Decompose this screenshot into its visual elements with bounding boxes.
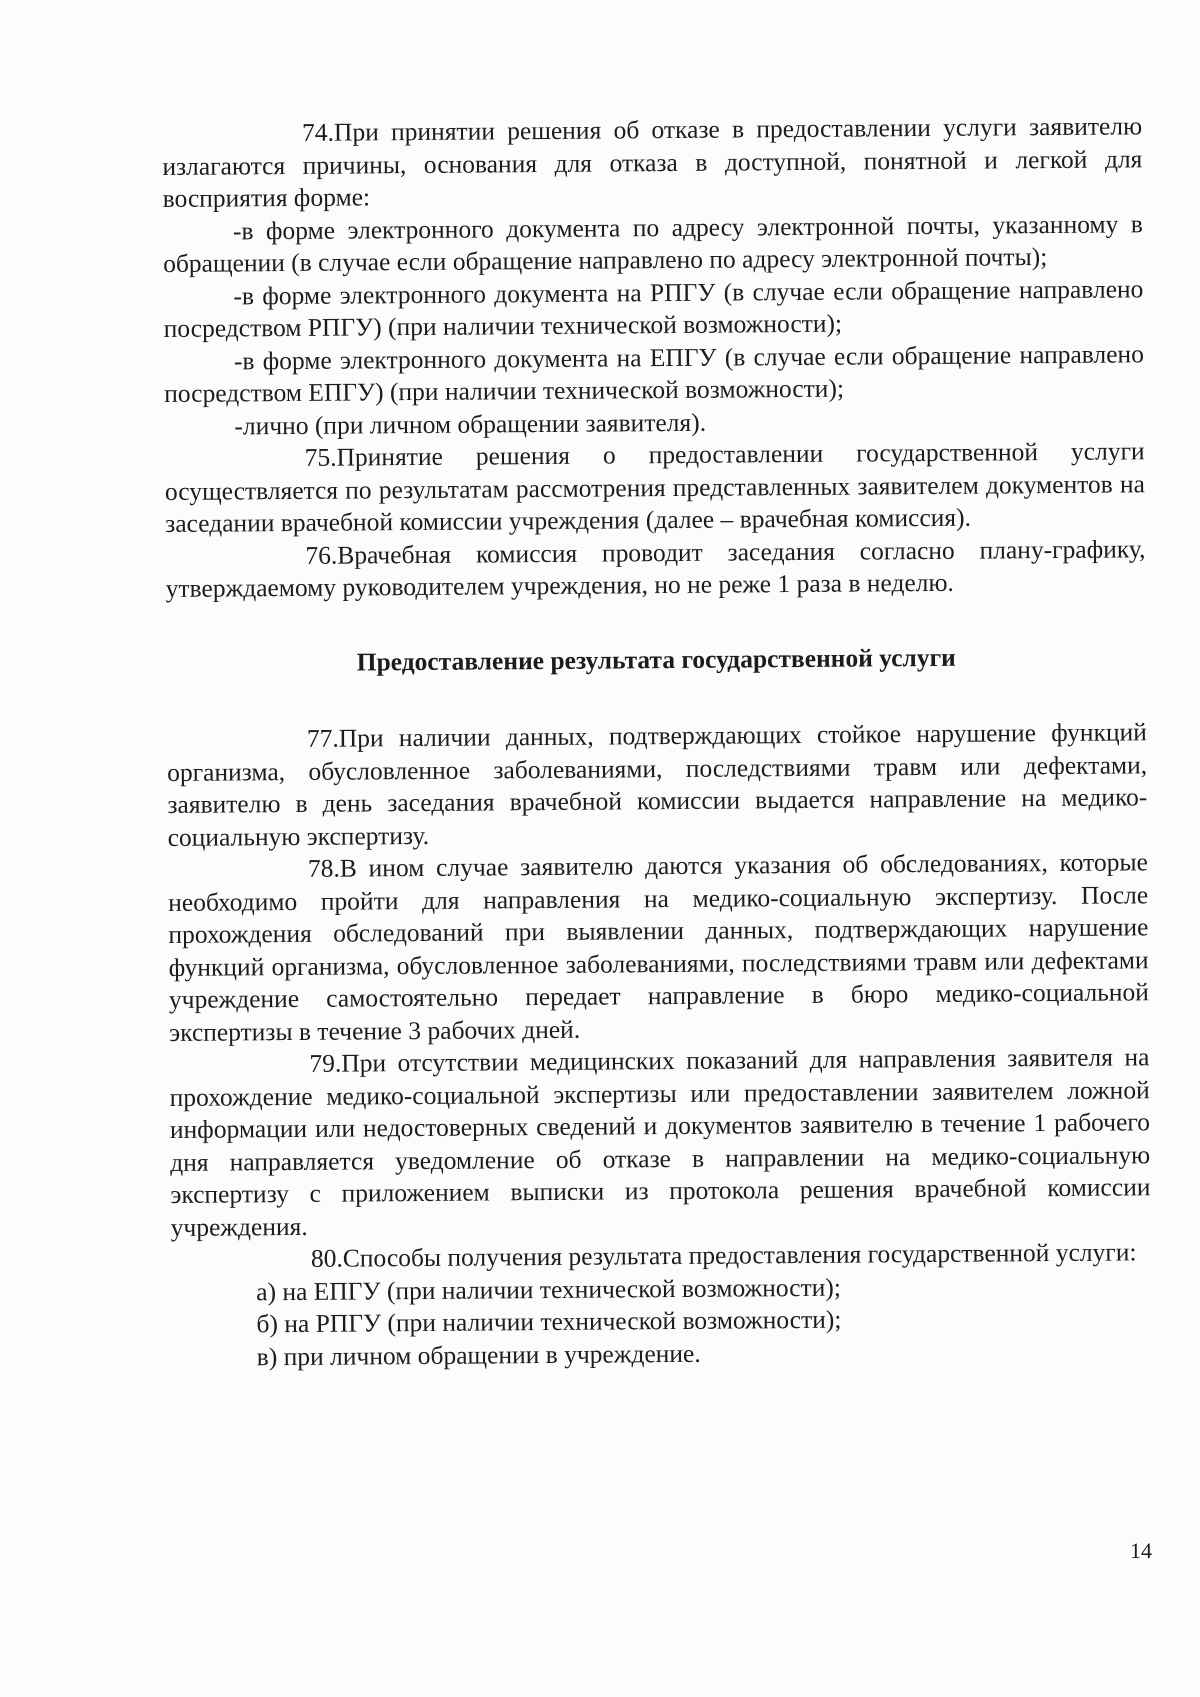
paragraph-78 [168, 846, 1150, 1049]
paragraph-number: 76. [305, 540, 338, 570]
paragraph-number: 79. [309, 1048, 342, 1078]
paragraph-74 [162, 110, 1143, 215]
paragraph-79 [169, 1041, 1151, 1244]
paragraph-text: При наличии данных, подтверждающих стойкое нарушение функций организма, обусловленное заболеваниями, последствиями травм или дефектами, заявителю в день заседания врачебной комиссии выдается направление на медико-социальную экспертизу. [167, 717, 1148, 852]
list-item: в) при личном обращении в учреждение. [256, 1338, 701, 1371]
document-body [162, 110, 1152, 1374]
paragraph-number: 77. [306, 723, 339, 753]
paragraph-76 [165, 533, 1145, 606]
list-item: а) на ЕПГУ (при наличии технической возможности); [256, 1272, 842, 1306]
section-heading: Предоставление результата государственной услуги [356, 642, 956, 676]
paragraph-text: Принятие решения о предоставлении государственной услуги осуществляется по результатам рассмотрения представленных заявителем документов на заседании врачебной комиссии учреждения (далее – врачебная комиссия). [164, 436, 1146, 538]
paragraph-text: При отсутствии медицинских показаний для направления заявителя на прохождение медико-социальной экспертизы или предоставлении заявителем ложной информации или недостоверных сведений и документов заявителю в течение 1 рабочего дня направляется уведомление об отказе в направлении на медико-социальную экспертизу с приложением выписки из протокола решения врачебной комиссии учреждения. [169, 1042, 1151, 1242]
paragraph-75 [165, 435, 1146, 540]
paragraph-text: При принятии решения об отказе в предоставлении услуги заявителю излагаются причины, основания для отказа в доступной, понятной и легкой для восприятия форме: [162, 111, 1143, 213]
list-item: -в форме электронного документа на РПГУ (в случае если обращение направлено посредством РПГУ) (при наличии технической возможности); [163, 273, 1144, 343]
page-number: 14 [1130, 1538, 1152, 1563]
list-item: -лично (при личном обращении заявителя). [234, 407, 707, 440]
paragraph-number: 80. [310, 1243, 343, 1273]
paragraph-number: 75. [304, 442, 337, 472]
paragraph-number: 74. [302, 117, 335, 147]
paragraph-number: 78. [307, 853, 340, 883]
paragraph-text: Способы получения результата предоставления государственной услуги: [342, 1237, 1137, 1273]
paragraph-77 [167, 716, 1148, 854]
list-item: б) на РПГУ (при наличии технической возможности); [256, 1304, 842, 1339]
paragraph-text: В ином случае заявителю даются указания об обследованиях, которые необходимо пройти для направления на медико-социальную экспертизу. После прохождения обследований при выявлении данных, подтверждающих нарушение функций организма, обусловленное заболеваниями, последствиями травм или дефектами учреждение самостоятельно передает направление в бюро медико-социальной экспертизы в течение 3 рабочих дней. [168, 847, 1150, 1047]
list-item: -в форме электронного документа на ЕПГУ (в случае если обращение направлено посредством ЕПГУ) (при наличии технической возможности); [164, 338, 1144, 408]
paragraph-text: Врачебная комиссия проводит заседания согласно плану-графику, утверждаемому руководителем учреждения, но не реже 1 раза в неделю. [165, 533, 1146, 603]
list-item: -в форме электронного документа по адресу электронной почты, указанному в обращении (в случае если обращение направлено по адресу электронной почты); [163, 208, 1143, 278]
